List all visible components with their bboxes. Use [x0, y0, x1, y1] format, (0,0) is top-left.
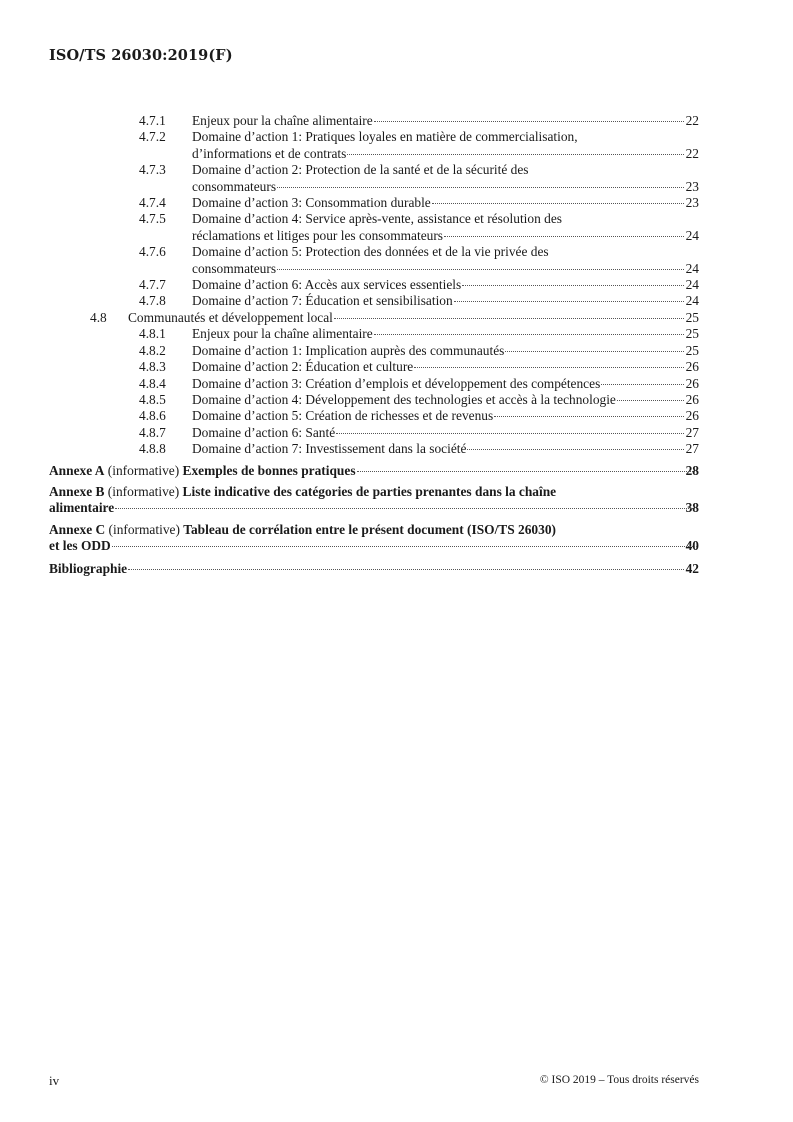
toc-entry[interactable] [49, 408, 699, 424]
toc-entry-number: 4.7.7 [139, 277, 166, 293]
toc-entry-title: Domaine d’action 4: Service après-vente, assistance et résolution des [192, 211, 562, 227]
toc-entry-number: 4.8.2 [139, 342, 166, 358]
toc-entry-title: réclamations et litiges pour les consommateurs [192, 227, 444, 243]
toc-entry[interactable] [49, 359, 699, 375]
annex-qualifier: (informative) [107, 483, 180, 499]
toc-annex-entry[interactable] [49, 522, 699, 555]
toc-entry-number: 4.7.8 [139, 293, 166, 309]
bibliography-title: Bibliographie [49, 560, 128, 576]
toc-entry-body [192, 425, 699, 441]
toc-entry[interactable] [49, 113, 699, 129]
annex-qualifier: (informative) [108, 521, 180, 537]
toc-entry-body: Annexe C (informative) Tableau de corrélation entre le présent document (ISO/TS 26030) et les ODD 40 [49, 521, 699, 554]
toc-entry-body [192, 408, 699, 424]
toc-entry-title: Enjeux pour la chaîne alimentaire [192, 326, 373, 342]
toc-entry[interactable] [49, 195, 699, 211]
toc-entry-number: 4.8.6 [139, 408, 166, 424]
toc-page-number: 24 [685, 227, 699, 243]
annex-label: Annexe A [49, 462, 105, 478]
dot-leader [462, 285, 683, 286]
toc-entry-title: Domaine d’action 1: Pratiques loyales en matière de commercialisation, [192, 129, 578, 145]
toc-entry-body: Annexe A (informative) Exemples de bonnes pratiques 28 [49, 462, 699, 478]
toc-bibliography-entry[interactable] [49, 561, 699, 577]
dot-leader [357, 471, 697, 472]
toc-entry-body [192, 277, 699, 293]
toc-entry-number: 4.8.5 [139, 391, 166, 407]
toc-entry[interactable] [49, 392, 699, 408]
toc-page-number: 25 [685, 326, 699, 342]
toc-entry-body [192, 211, 699, 244]
toc-entry-number: 4.8.8 [139, 441, 166, 457]
toc-entry[interactable] [49, 343, 699, 359]
toc-page-number: 27 [685, 424, 699, 440]
toc-page-number: 42 [685, 560, 699, 576]
toc-page-number: 27 [685, 441, 699, 457]
toc-entry-number: 4.8.7 [139, 424, 166, 440]
toc-entry-body [192, 359, 699, 375]
toc-entry-title: Domaine d’action 5: Protection des données et de la vie privée des [192, 244, 549, 260]
toc-entry-number: 4.8.3 [139, 359, 166, 375]
toc-entry-body [192, 129, 699, 162]
toc-entry-number: 4.8.4 [139, 375, 166, 391]
dot-leader [444, 236, 684, 237]
toc-entry[interactable] [49, 211, 699, 244]
toc-entry-body: Annexe B (informative) Liste indicative des catégories de parties prenantes dans la chaîne alimentaire 38 [49, 483, 699, 516]
toc-entry-number: 4.8 [90, 309, 107, 325]
toc-entry-title: d’informations et de contrats [192, 145, 347, 161]
toc-entry[interactable] [49, 277, 699, 293]
toc-entry-body [128, 310, 699, 326]
dot-leader [617, 400, 684, 401]
toc-page-number: 26 [685, 408, 699, 424]
toc-entry-body [192, 441, 699, 457]
toc-entry[interactable] [49, 293, 699, 309]
annex-label: Annexe C [49, 521, 106, 537]
copyright-notice: © ISO 2019 – Tous droits réservés [539, 1074, 699, 1086]
toc-entry-number: 4.8.1 [139, 326, 166, 342]
toc-entry-number: 4.7.6 [139, 244, 166, 260]
toc-entry-title: Domaine d’action 4: Développement des technologies et accès à la technologie [192, 391, 616, 407]
toc-entry-body [192, 244, 699, 277]
toc-page-number: 26 [685, 375, 699, 391]
dot-leader [347, 154, 683, 155]
dot-leader [277, 187, 684, 188]
dot-leader [128, 569, 683, 570]
annex-title: Exemples de bonnes pratiques [182, 462, 356, 478]
toc-page-number: 26 [685, 391, 699, 407]
toc-page-number: 25 [685, 309, 699, 325]
toc-entry-body [192, 195, 699, 211]
document-header: ISO/TS 26030:2019(F) [49, 47, 233, 64]
toc-entry-number: 4.7.3 [139, 162, 166, 178]
toc-entry-body [192, 113, 699, 129]
toc-entry[interactable] [49, 129, 699, 162]
toc-entry-title: consommateurs [192, 260, 277, 276]
annex-label: Annexe B [49, 483, 105, 499]
annex-qualifier: (informative) [107, 462, 180, 478]
toc-entry-title: consommateurs [192, 178, 277, 194]
toc-entry-body [192, 293, 699, 309]
toc-entry[interactable] [49, 310, 699, 326]
toc-entry-title: Domaine d’action 7: Éducation et sensibilisation [192, 293, 453, 309]
annex-title: Tableau de corrélation entre le présent document (ISO/TS 26030) [183, 521, 556, 537]
dot-leader [432, 203, 684, 204]
toc-entry-body [192, 343, 699, 359]
toc-entry[interactable] [49, 244, 699, 277]
toc-entry-title: Domaine d’action 3: Consommation durable [192, 195, 431, 211]
toc-annex-entry[interactable] [49, 463, 699, 479]
toc-page-number: 22 [685, 145, 699, 161]
dot-leader [115, 508, 697, 509]
table-of-contents [49, 113, 699, 577]
toc-entry-body [192, 162, 699, 195]
toc-entry-number: 4.7.2 [139, 129, 166, 145]
toc-page-number: 23 [685, 195, 699, 211]
dot-leader [374, 334, 684, 335]
dot-leader [336, 433, 683, 434]
toc-entry[interactable] [49, 326, 699, 342]
toc-entry[interactable] [49, 441, 699, 457]
toc-entry-body [192, 376, 699, 392]
toc-page-number: 24 [685, 260, 699, 276]
dot-leader [414, 367, 683, 368]
toc-entry-title: Domaine d’action 1: Implication auprès des communautés [192, 342, 505, 358]
dot-leader [374, 121, 684, 122]
toc-entry-title: Domaine d’action 3: Création d’emplois et développement des compétences [192, 375, 601, 391]
page-number: iv [49, 1073, 60, 1088]
toc-entry[interactable] [49, 425, 699, 441]
toc-page-number: 24 [685, 277, 699, 293]
dot-leader [112, 546, 697, 547]
toc-page-number: 23 [685, 178, 699, 194]
dot-leader [505, 351, 683, 352]
toc-entry[interactable] [49, 162, 699, 195]
dot-leader [454, 301, 684, 302]
dot-leader [277, 269, 684, 270]
toc-page-number: 22 [685, 113, 699, 128]
toc-entry-title: Domaine d’action 2: Éducation et culture [192, 359, 414, 375]
toc-entry-number: 4.7.5 [139, 211, 166, 227]
toc-entry-title: Domaine d’action 6: Santé [192, 424, 336, 440]
annex-title: alimentaire [49, 500, 115, 516]
toc-entry-title: Domaine d’action 7: Investissement dans la société [192, 441, 467, 457]
toc-entry-body [192, 392, 699, 408]
toc-entry-title: Enjeux pour la chaîne alimentaire [192, 113, 373, 128]
annex-title: Liste indicative des catégories de parties prenantes dans la chaîne [182, 483, 557, 499]
toc-page-number: 24 [685, 293, 699, 309]
dot-leader [467, 449, 683, 450]
toc-entry-body [192, 326, 699, 342]
annex-title: et les ODD [49, 538, 111, 554]
toc-annex-entry[interactable] [49, 484, 699, 517]
dot-leader [334, 318, 684, 319]
dot-leader [494, 416, 683, 417]
toc-page-number: 25 [685, 342, 699, 358]
dot-leader [601, 384, 683, 385]
toc-entry[interactable] [49, 376, 699, 392]
toc-entry-title: Domaine d’action 6: Accès aux services essentiels [192, 277, 462, 293]
toc-entry-number: 4.7.4 [139, 195, 166, 211]
toc-page-number: 26 [685, 359, 699, 375]
toc-entry-title: Domaine d’action 2: Protection de la santé et de la sécurité des [192, 162, 529, 178]
toc-entry-title: Communautés et développement local [128, 309, 333, 325]
toc-entry-number: 4.7.1 [139, 113, 166, 128]
toc-entry-title: Domaine d’action 5: Création de richesses et de revenus [192, 408, 494, 424]
